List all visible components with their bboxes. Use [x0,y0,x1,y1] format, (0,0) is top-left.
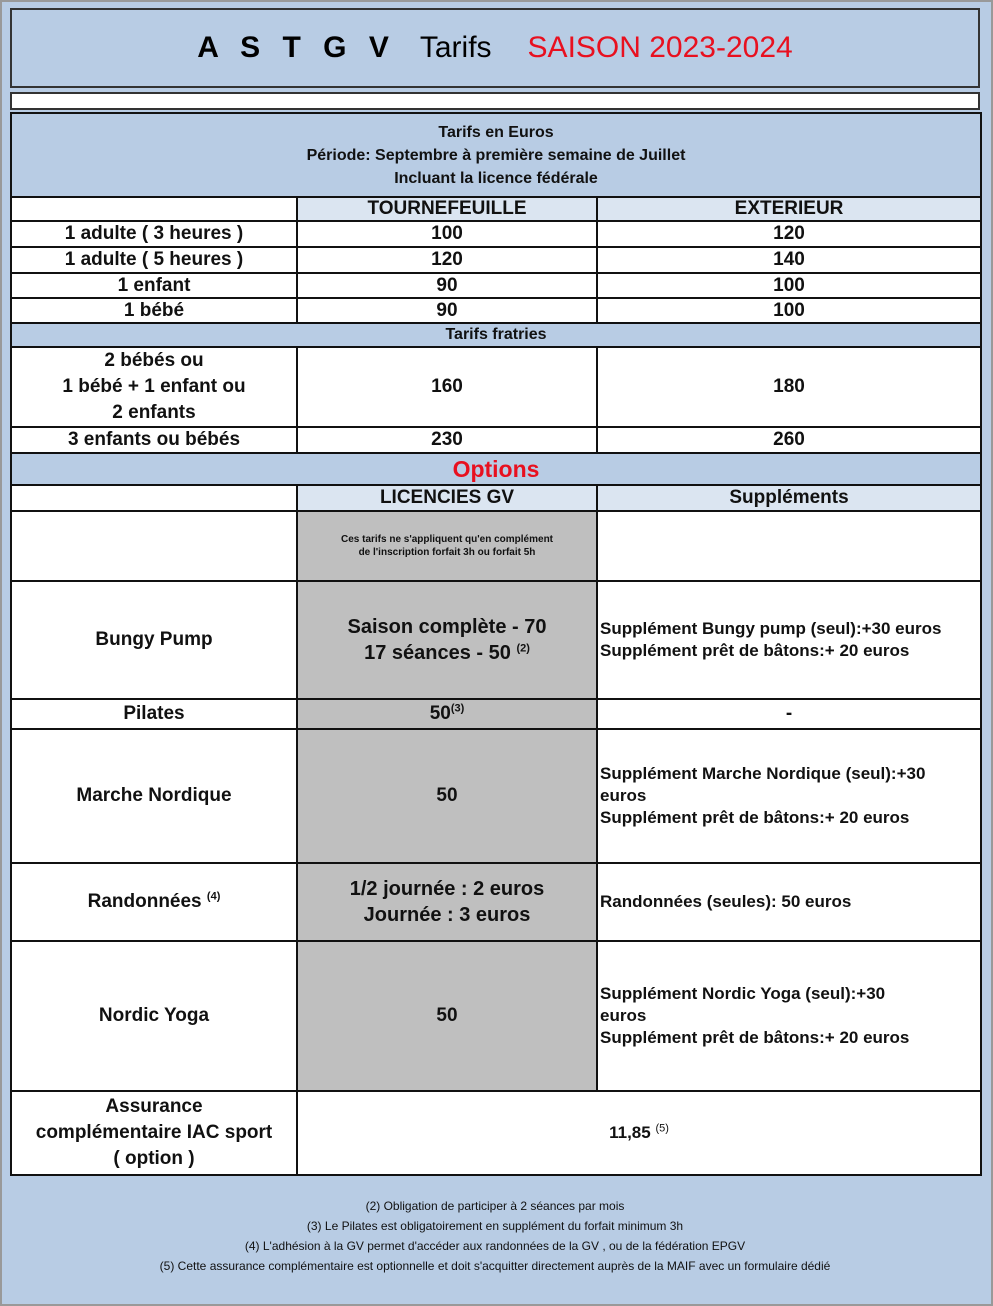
supplement-line: Supplément Marche Nordique (seul):+30 [600,764,926,783]
licence-text: 50 [429,703,451,724]
options-header-row [11,485,981,511]
assurance-line: complémentaire IAC sport [35,1122,273,1143]
licence-text: 17 séances - 50 [364,642,511,664]
footnote-ref: (5) [655,1122,669,1135]
licence-line: Saison complète - 70 [347,616,547,638]
fratrie-exterieur: 180 [597,347,981,427]
fratries-title: Tarifs fratries [11,323,981,347]
supplement-line: euros [600,1006,647,1025]
option-licence [297,699,597,729]
col-exterieur: EXTERIEUR [597,197,981,221]
option-label: Bungy Pump [11,581,297,699]
fratrie-label-line: 2 bébés ou [104,350,204,371]
column-header-row [11,197,981,221]
rate-tournefeuille: 100 [297,221,597,247]
table-row [11,1091,981,1175]
options-title: Options [11,453,981,485]
rate-label: 1 enfant [11,273,297,298]
supplement-line: Supplément prêt de bâtons:+ 20 euros [600,641,910,660]
spacer-row [10,92,980,110]
empty-header-cell [11,485,297,511]
table-row [11,863,981,941]
empty-cell [11,511,297,581]
option-supplement [597,729,981,863]
footnote: (4) L'adhésion à la GV permet d'accéder aux randonnées de la GV , ou de la fédération EPGV [244,1239,746,1253]
option-licence: 50 [297,941,597,1091]
options-title-row [11,453,981,485]
assurance-value-text: 11,85 [609,1123,651,1142]
table-row [11,941,981,1091]
table-row [11,298,981,323]
fratrie-label: 3 enfants ou bébés [11,427,297,453]
rate-tournefeuille: 120 [297,247,597,273]
footnote-ref: (2) [516,642,530,655]
option-licence: 50 [297,729,597,863]
assurance-line: ( option ) [113,1148,195,1169]
table-row [11,427,981,453]
col-licences: LICENCIES GV [297,485,597,511]
rate-label: 1 adulte ( 3 heures ) [11,221,297,247]
fratries-title-row [11,323,981,347]
footnote-ref: (3) [450,702,465,715]
supplement-line: Supplément prêt de bâtons:+ 20 euros [600,1028,910,1047]
licence-line [300,640,594,666]
assurance-value [297,1091,981,1175]
rate-tournefeuille: 90 [297,273,597,298]
tariff-table [10,112,982,1176]
fratrie-label [11,347,297,427]
fratrie-tournefeuille: 230 [297,427,597,453]
option-label: Marche Nordique [11,729,297,863]
option-licence [297,863,597,941]
brand-name: A S T G V [197,31,396,64]
option-supplement: - [597,699,981,729]
col-tournefeuille: TOURNEFEUILLE [297,197,597,221]
options-note-row [11,511,981,581]
option-label-text: Randonnées [87,891,202,912]
info-line: Tarifs en Euros [438,123,554,141]
footnote: (2) Obligation de participer à 2 séances par mois [365,1199,625,1213]
fratrie-label-line: 1 bébé + 1 enfant ou [62,376,246,397]
options-note-line: de l'inscription forfait 3h ou forfait 5h [358,547,536,558]
fratrie-label-line: 2 enfants [112,402,196,423]
col-supplements: Suppléments [597,485,981,511]
rate-exterieur: 140 [597,247,981,273]
table-row [11,347,981,427]
footnote-ref: (4) [206,890,221,903]
table-row [11,273,981,298]
rate-label: 1 bébé [11,298,297,323]
rate-exterieur: 100 [597,298,981,323]
footnotes [10,1196,980,1276]
table-row [11,221,981,247]
fratrie-exterieur: 260 [597,427,981,453]
info-line: Incluant la licence fédérale [394,169,598,187]
empty-header-cell [11,197,297,221]
supplement-line: euros [600,786,647,805]
rate-tournefeuille: 90 [297,298,597,323]
option-label [11,863,297,941]
assurance-line: Assurance [105,1096,203,1117]
info-cell [11,113,981,197]
option-supplement: Randonnées (seules): 50 euros [597,863,981,941]
footnote: (5) Cette assurance complémentaire est optionnelle et doit s'acquitter directement auprès de la MAIF avec un formulaire dédié [159,1259,831,1273]
info-row [11,113,981,197]
supplement-line: Supplément Nordic Yoga (seul):+30 [600,984,886,1003]
table-row [11,581,981,699]
empty-cell [597,511,981,581]
option-label: Pilates [11,699,297,729]
assurance-label [11,1091,297,1175]
rate-exterieur: 100 [597,273,981,298]
supplement-line: Supplément Bungy pump (seul):+30 euros [600,619,942,638]
footnote: (3) Le Pilates est obligatoirement en supplément du forfait minimum 3h [306,1219,684,1233]
options-note [297,511,597,581]
season-label: SAISON 2023-2024 [527,31,793,64]
licence-line: 1/2 journée : 2 euros [349,878,545,900]
options-note-line: Ces tarifs ne s'appliquent qu'en complément [340,534,554,545]
fratrie-tournefeuille: 160 [297,347,597,427]
option-supplement [597,581,981,699]
table-row [11,729,981,863]
supplement-line: Supplément prêt de bâtons:+ 20 euros [600,808,910,827]
option-licence [297,581,597,699]
page-title [10,8,980,88]
table-row [11,247,981,273]
option-supplement [597,941,981,1091]
table-row [11,699,981,729]
title-label: Tarifs [419,31,492,64]
info-line: Période: Septembre à première semaine de Juillet [306,146,686,164]
licence-line: Journée : 3 euros [363,904,531,926]
rate-label: 1 adulte ( 5 heures ) [11,247,297,273]
rate-exterieur: 120 [597,221,981,247]
option-label: Nordic Yoga [11,941,297,1091]
